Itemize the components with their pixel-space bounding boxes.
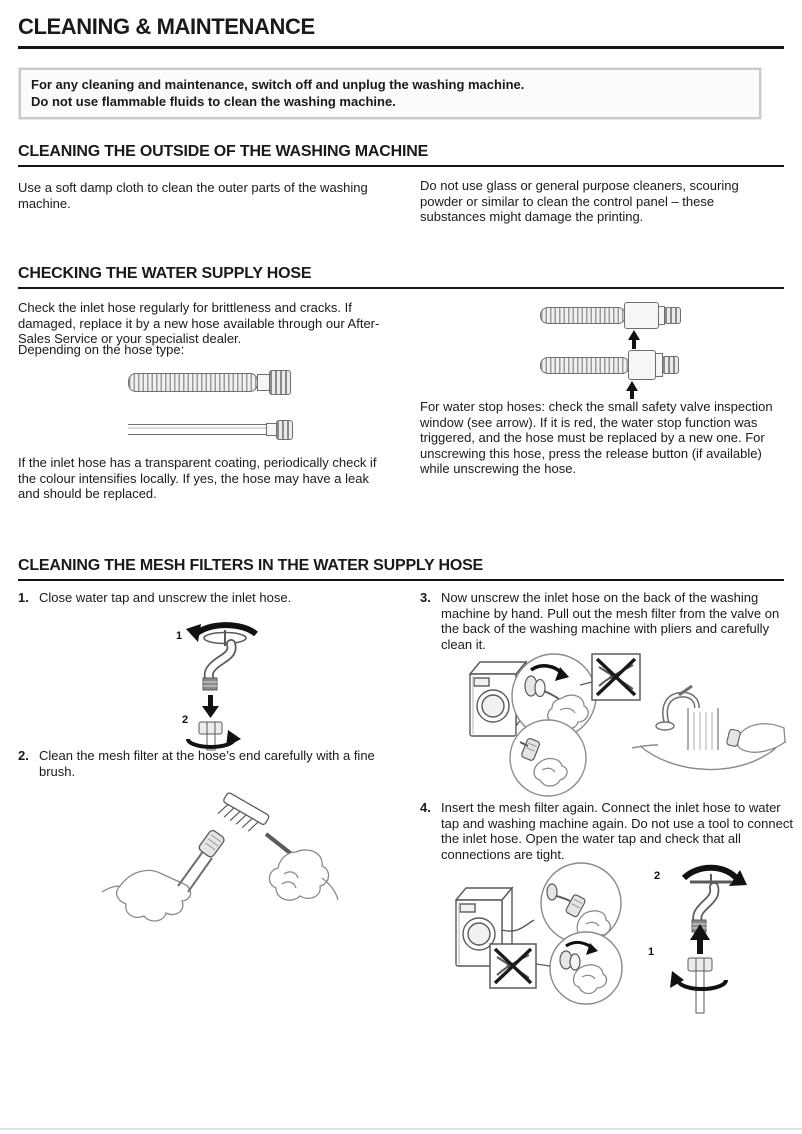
step-2-text: Clean the mesh filter at the hose’s end carefully with a fine brush.: [39, 748, 375, 779]
corrugated-hose-illustration: [128, 370, 298, 394]
step-1: [18, 590, 390, 606]
brush-cleaning-icon: [100, 788, 340, 936]
hose-left-para-2: Depending on the hose type:: [18, 342, 185, 357]
machine-unscrew-illustration: [436, 650, 786, 800]
machine-unscrew-icon: [436, 650, 786, 800]
water-stop-hose-2-body: [540, 357, 630, 374]
inspection-arrow-2-stem: [630, 390, 634, 399]
step-3-number: 3.: [420, 590, 431, 605]
step-3: [420, 590, 794, 652]
title-rule: [18, 46, 784, 49]
water-stop-hose-1-body: [540, 307, 626, 324]
step-4-number: 4.: [420, 800, 431, 815]
warning-line-2: Do not use flammable fluids to clean the washing machine.: [31, 93, 396, 109]
close-tap-label-2: 2: [182, 714, 189, 726]
reconnect-icon: [448, 858, 748, 1018]
section-hose-heading: CHECKING THE WATER SUPPLY HOSE: [18, 265, 312, 282]
corrugated-hose-nut: [269, 370, 291, 395]
hose-right-text: For water stop hoses: check the small safety valve inspection window (see arrow). If it is red, the water stop function was triggered, and the hose must be replaced by a new one. For unscrewing this hose, press the release button (if available) while unscrewing the hose.: [420, 399, 773, 477]
step-4: [420, 800, 798, 862]
reconnect-label-2: 2: [654, 870, 661, 882]
water-stop-hose-1-nut: [664, 307, 681, 324]
section-outside-left-text: Use a soft damp cloth to clean the outer parts of the washing machine.: [18, 180, 368, 211]
water-stop-hose-2-nut: [662, 356, 679, 374]
step-1-text: Close water tap and unscrew the inlet hose.: [39, 590, 292, 605]
step-1-number: 1.: [18, 590, 29, 605]
straight-hose-fitting: [276, 420, 293, 440]
section-outside-right-text: Do not use glass or general purpose cleaners, scouring powder or similar to clean the control panel – these substances might damage the printing.: [420, 178, 739, 225]
corrugated-hose-body: [128, 373, 258, 392]
section-mesh-rule: [18, 579, 784, 581]
section-hose-rule: [18, 287, 784, 289]
tap-close-icon: [168, 618, 288, 753]
step-2: [18, 748, 384, 779]
step-2-number: 2.: [18, 748, 29, 763]
water-stop-hoses-illustration: [540, 302, 690, 398]
reconnect-label-1: 1: [648, 946, 655, 958]
water-stop-hose-2-valve: [628, 350, 656, 380]
warning-box: [19, 68, 761, 119]
brush-cleaning-illustration: [100, 788, 340, 936]
page-title: CLEANING & MAINTENANCE: [18, 14, 315, 39]
hose-left-para-3: If the inlet hose has a transparent coating, periodically check if the colour intensifies locally. If yes, the hose may have a leak and should be replaced.: [18, 455, 377, 502]
step-3-text: Now unscrew the inlet hose on the back of the washing machine by hand. Pull out the mesh filter from the valve on the back of the washing machine with pliers and carefully clean it.: [441, 590, 780, 652]
section-mesh-heading: CLEANING THE MESH FILTERS IN THE WATER SUPPLY HOSE: [18, 557, 484, 574]
warning-line-1: For any cleaning and maintenance, switch off and unplug the washing machine.: [31, 77, 525, 92]
hose-left-para-1: Check the inlet hose regularly for brittleness and cracks. If damaged, replace it by a new hose available through our After-Sales Service or your specialist dealer.: [18, 300, 380, 347]
close-tap-illustration: [168, 618, 288, 753]
water-stop-hose-1-valve: [624, 302, 659, 329]
inspection-arrow-1-stem: [632, 339, 636, 349]
section-outside-heading: CLEANING THE OUTSIDE OF THE WASHING MACHINE: [18, 143, 429, 160]
close-tap-label-1: 1: [176, 630, 183, 642]
reconnect-illustration: [448, 858, 748, 1018]
straight-hose-body: [128, 424, 266, 435]
step-4-text: Insert the mesh filter again. Connect the inlet hose to water tap and washing machine again. Do not use a tool to connect the inlet hose. Open the water tap and check that all connections are tight.: [441, 800, 793, 862]
page-bottom-edge: [0, 1128, 802, 1130]
section-outside-rule: [18, 165, 784, 167]
straight-hose-illustration: [128, 418, 298, 440]
